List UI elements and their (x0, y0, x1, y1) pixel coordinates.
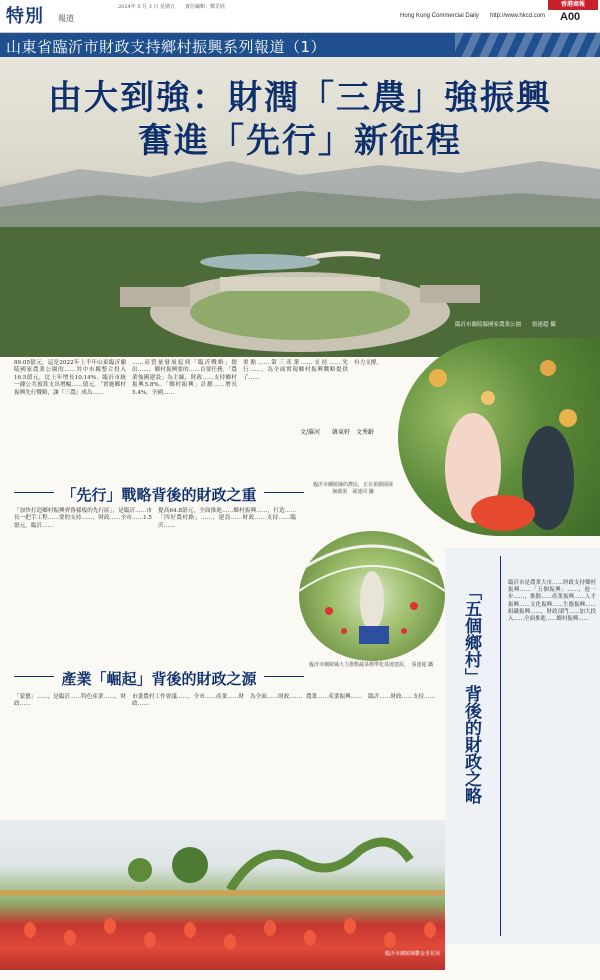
website-url[interactable]: http://www.hkcd.com (490, 13, 546, 19)
date-line: 2024年 5 月 3 日 星期五 責任編輯：鄭芷欣 (118, 4, 226, 10)
banner-stripes (455, 33, 600, 57)
lead-column-2: ……高質量發展起到「臨沂戰略」提出……，鄉村振興要的……首要任務，「農業強國建設」為主線，財政……支持鄉村振興5.8%。「鄉村振興」計劃……增長5.4%，全國…… (132, 360, 237, 396)
tulip-illustration (0, 820, 445, 970)
lead-column-3: 重點……第三產業……支持……先行……，為全面實現鄉村振興戰略提供了…… (243, 360, 348, 381)
apple-illustration (398, 338, 600, 536)
headline-line-1: 由大到強：財潤「三農」強振興 (48, 78, 552, 118)
greenhouse-illustration (299, 531, 445, 661)
hero-caption: 臨沂市蘭陵縣國家農業公園 張連超 攝 (455, 322, 556, 328)
apple-photo-caption: 臨沂市蘭陵縣的農民，正在果樹園採摘蘋果 孫連同 攝 (312, 482, 393, 495)
lead-column-4: 有力支撐。 (354, 360, 382, 366)
section-2-title: 「先行」戰略背後的財政之重 (61, 486, 257, 504)
apple-harvest-photo (398, 338, 600, 536)
tulip-field-photo (0, 820, 445, 970)
sidebar-divider (500, 556, 501, 936)
greenhouse-photo-caption: 臨沂市蘭陵縣大力推動蔬菜標準化基地建設， 張連超 攝 (308, 662, 434, 668)
byline: 文/羅河 韓東軒 文秀齡 (300, 429, 375, 436)
section-3-title: 產業「崛起」背後的財政之源 (61, 670, 257, 688)
section-3-column-1: 「蒙藝」……，是臨沂……特色產業……，財政…… (14, 694, 126, 708)
section-3-column-3: 為全面……財政……，農業……產業振興…… (250, 694, 362, 700)
sidebar-title: 「五個鄉村」背後的財政之略 (461, 583, 481, 804)
headline-line-2: 奮進「先行」新征程 (138, 121, 462, 161)
section-2-column-1: 「加快打造鄉村振興齊魯樣板的先行區」，是臨沂……市長一把手工程……要的支持……，財政……全市……1.5億元。臨沂…… (14, 508, 152, 529)
section-3-column-4: 臨沂……財政……支持…… (368, 694, 436, 700)
section-2-column-2: 提高64.8億元，全面推進……鄉村振興……，打造……「四好農村路」……，建設……財政……支持……臨沂…… (158, 508, 296, 529)
section-3-column-2: 市委農村工作會議……，全市……產業……財政…… (132, 694, 244, 708)
section-subtitle: 報道 (58, 14, 74, 23)
series-title: 山東省臨沂市財政支持鄉村振興系列報道（1） (6, 38, 327, 56)
lead-column-1: 89.05億元，這是2022年上半年山東臨沂蘭陵國家農業公園的……其中市縣整合投入16.5億元，比上年增長10.14%。臨沂市統一據公共預算支出增幅……億元。「實施鄉村振興先行戰略，讓『三農』成為…… (14, 360, 126, 396)
tulip-photo-caption: 臨沂市蘭陵縣鬱金香花海 (384, 951, 440, 957)
greenhouse-photo (296, 528, 448, 664)
paper-name: Hong Kong Commercial Daily (400, 13, 479, 19)
sidebar-body: 臨沂市是農業大市……財政支持鄉村振興……「五個振興」……，進一步……，推動……產業振興……人才振興……文化振興……生態振興……組織振興……，財政部門……加大投入……全面推進……鄉村振興…… (508, 580, 596, 623)
page-number: A00 (560, 11, 581, 23)
newspaper-logo: 香港商報 (548, 0, 598, 10)
section-name: 特別 (6, 6, 44, 27)
